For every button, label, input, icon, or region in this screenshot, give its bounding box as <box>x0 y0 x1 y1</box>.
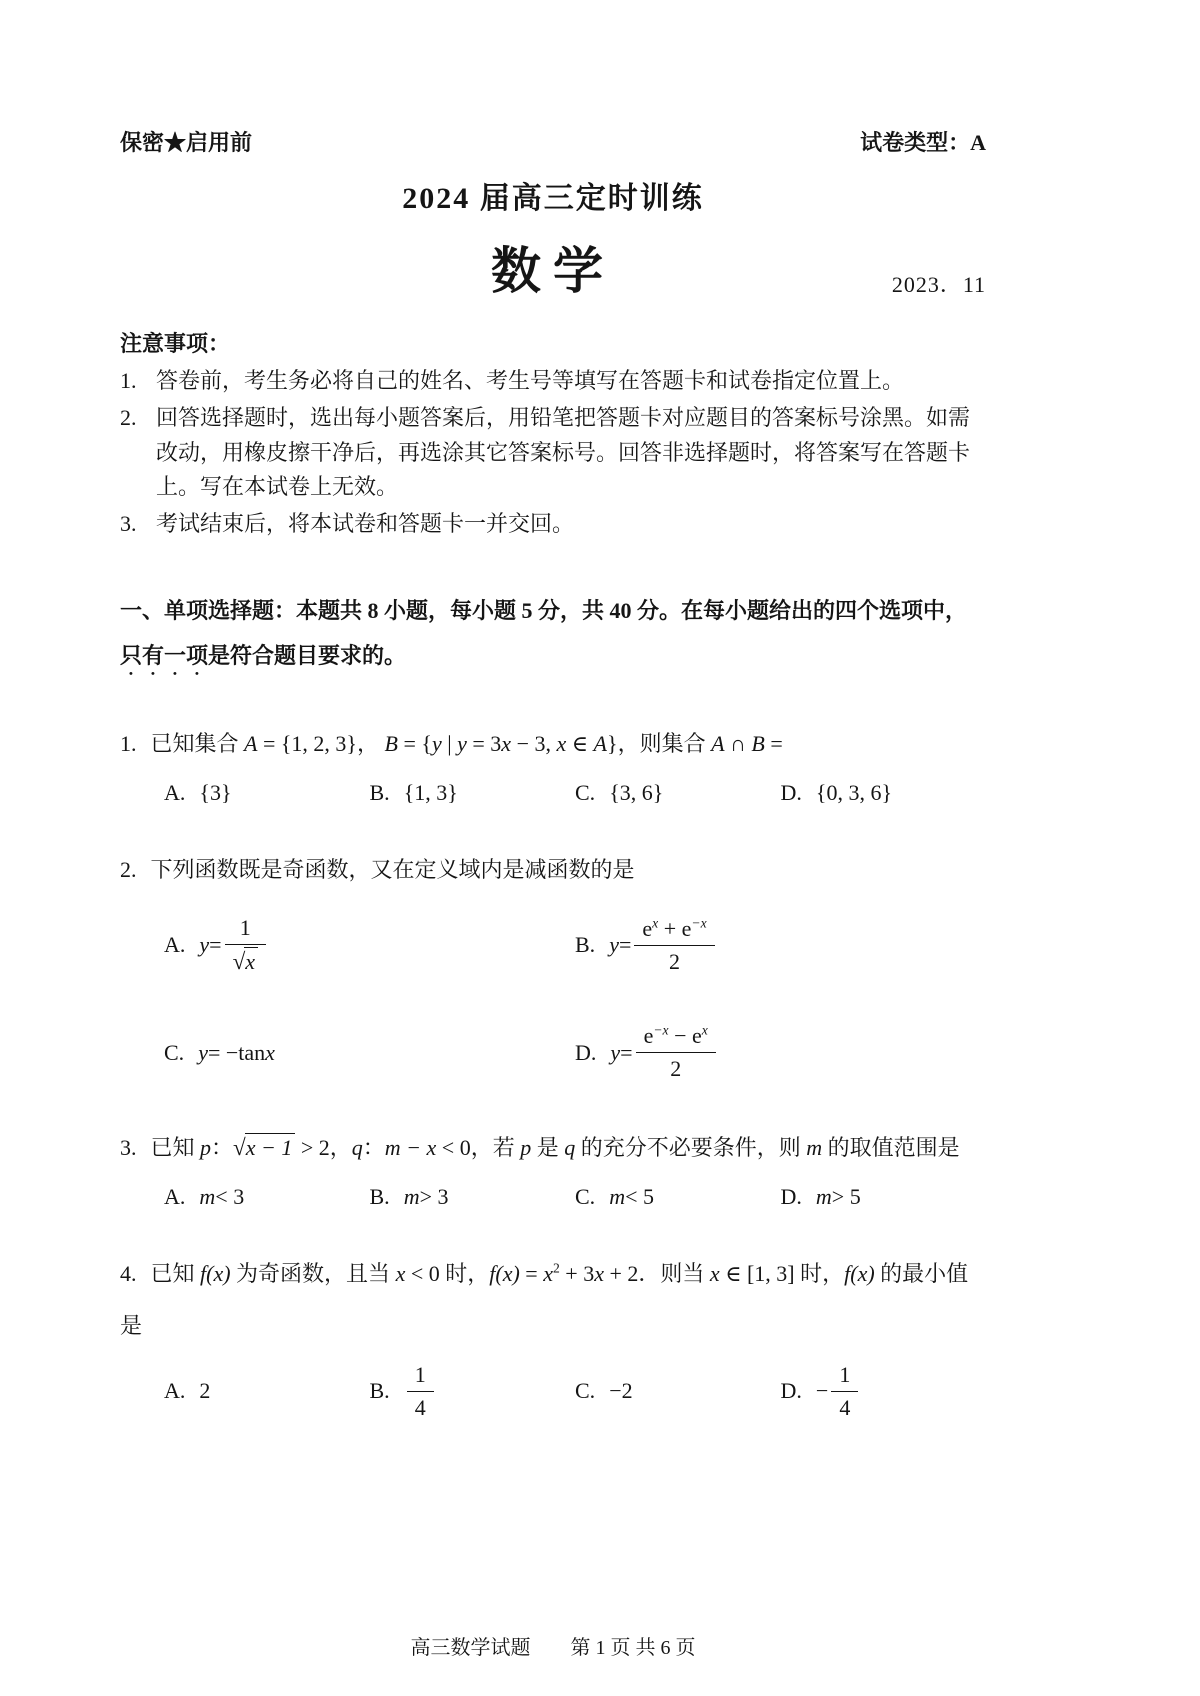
stem-text: 为奇函数，且当 <box>230 1261 396 1287</box>
math-var: m <box>806 1135 823 1161</box>
section-title-text: 是符合题目要求的。 <box>208 642 407 668</box>
stem-text: 则当 <box>660 1261 710 1287</box>
math-var: B <box>384 730 398 756</box>
option-b <box>370 1184 576 1210</box>
fraction-denominator: 4 <box>839 1394 851 1420</box>
math-expr: ∈ <box>566 730 594 756</box>
math-expr: = { <box>397 730 432 756</box>
fraction-denominator: 4 <box>414 1394 426 1420</box>
option-value: {3} <box>199 779 232 805</box>
section-one-title <box>120 588 986 680</box>
stem-text: 的充分不必要条件，则 <box>575 1135 807 1161</box>
question-number: 3. <box>120 1135 137 1161</box>
option-label: B. <box>369 1378 390 1404</box>
radicand: x <box>244 947 258 974</box>
option-label: D. <box>780 1184 802 1210</box>
option-label: C. <box>575 779 596 805</box>
option-d <box>781 780 987 806</box>
stem-text: 的取值范围是 <box>822 1135 960 1161</box>
option-label: B. <box>369 1184 390 1210</box>
option-value: > 3 <box>419 1184 449 1210</box>
title-row <box>120 231 986 305</box>
math-var: q <box>351 1135 363 1161</box>
option-c <box>575 1184 781 1210</box>
option-value: < 3 <box>215 1184 245 1210</box>
option-label: A. <box>164 779 186 805</box>
notice-item-1 <box>120 364 986 399</box>
math-var: q <box>564 1135 576 1161</box>
option-value: {0, 3, 6} <box>815 779 893 805</box>
exponent: x <box>652 915 659 931</box>
notice-item-number: 2. <box>120 404 137 430</box>
paper-type-label: 试卷类型：A <box>860 130 986 155</box>
question-1 <box>120 718 986 806</box>
stem-text: 已知 <box>150 1135 201 1161</box>
math-expr: + 3 <box>559 1261 595 1287</box>
stem-text: 是 <box>531 1135 565 1161</box>
subject-title: 数学 <box>491 243 615 299</box>
option-label: C. <box>164 1039 185 1065</box>
notice-item-number: 3. <box>120 511 137 536</box>
math-var: m <box>199 1184 216 1210</box>
math-func: f(x) <box>200 1261 231 1287</box>
option-value: > 5 <box>831 1184 861 1210</box>
math-operator: = <box>519 1261 544 1287</box>
math-operator: = <box>209 932 222 958</box>
math-var: x <box>543 1261 553 1287</box>
fraction-denominator <box>225 945 266 975</box>
option-d <box>575 1023 986 1082</box>
question-2-stem <box>120 844 986 896</box>
option-label: B. <box>575 932 596 958</box>
option-value: < 5 <box>625 1184 654 1210</box>
page-footer: 高三数学试题 第 1 页 共 6 页 <box>410 1637 696 1659</box>
math-expr: = <box>764 730 783 756</box>
math-var: p <box>520 1135 532 1161</box>
stem-text: 已知集合 <box>150 730 245 756</box>
math-var: x <box>709 1261 720 1287</box>
math-var: y <box>457 730 467 756</box>
option-c <box>575 780 781 806</box>
math-operator: = −tan <box>207 1039 266 1065</box>
exponent: −x <box>691 915 707 931</box>
exponent: 2 <box>552 1261 560 1277</box>
radical-sign: √ <box>232 948 246 975</box>
math-var: y <box>610 1039 621 1065</box>
math-expr: < 0 <box>405 1261 440 1287</box>
radical-sign: √ <box>233 1134 246 1161</box>
math-var: A <box>593 730 607 756</box>
option-label: D. <box>780 779 802 805</box>
math-var: x <box>501 730 512 756</box>
math-expr: m − x <box>384 1135 437 1161</box>
fraction <box>225 915 266 975</box>
page-header <box>120 126 986 157</box>
question-number: 1. <box>120 730 137 756</box>
option-a <box>164 1184 370 1210</box>
math-func: f(x) <box>489 1261 520 1287</box>
math-expr: ∩ <box>724 730 752 756</box>
math-var: m <box>403 1184 420 1210</box>
stem-text: ，则集合 <box>617 730 712 756</box>
question-1-options <box>120 780 986 806</box>
math-expr: < 0 <box>436 1135 471 1161</box>
notice-item-text: 答卷前，考生务必将自己的姓名、考生号等填写在答题卡和试卷指定位置上。 <box>156 368 905 393</box>
math-var: A <box>244 730 258 756</box>
math-expr: − e <box>668 1023 702 1049</box>
math-var: B <box>751 730 765 756</box>
stem-text: ： <box>211 1135 234 1161</box>
math-expr: e <box>642 915 653 941</box>
stem-text: ， <box>329 1135 352 1161</box>
stem-text: 下列函数既是奇函数，又在定义域内是减函数的是 <box>150 856 635 882</box>
secrecy-label: 保密★启用前 <box>120 130 253 155</box>
math-operator: = <box>618 932 632 958</box>
option-a <box>164 1378 370 1404</box>
fraction <box>407 1362 434 1421</box>
notice-item-text: 回答选择题时，选出每小题答案后，用铅笔把答题卡对应题目的答案标号涂黑。如需改动，用橡皮擦干净后，再选涂其它答案标号。回答非选择题时，将答案写在答题卡上。写在本试卷上无效。 <box>156 404 971 500</box>
section-title-emphasis: 只有一项 <box>120 642 209 668</box>
sqrt-expression <box>233 1135 295 1160</box>
math-var: p <box>200 1135 212 1161</box>
fraction-numerator <box>634 916 714 946</box>
option-d <box>781 1184 987 1210</box>
stem-text: ： <box>362 1135 385 1161</box>
option-label: D. <box>575 1039 597 1065</box>
math-expr: = 3 <box>466 730 502 756</box>
math-var: y <box>609 932 619 958</box>
option-a <box>164 780 370 806</box>
fraction <box>636 1023 716 1082</box>
question-1-stem <box>120 718 986 770</box>
notice-item-text: 考试结束后，将本试卷和答题卡一并交回。 <box>156 511 575 536</box>
stem-text: ， <box>357 730 385 756</box>
fraction-numerator <box>636 1023 716 1053</box>
math-func: f(x) <box>844 1261 875 1287</box>
fraction-numerator: 1 <box>225 915 266 945</box>
math-var: m <box>815 1184 832 1210</box>
stem-text: 的最小值是 <box>120 1261 969 1339</box>
question-4-options <box>120 1362 986 1421</box>
minus-sign: − <box>815 1378 829 1404</box>
option-label: A. <box>164 932 186 958</box>
question-2-options <box>120 915 986 1082</box>
math-var: x <box>556 730 567 756</box>
session-title: 2024 届高三定时训练 <box>402 182 704 215</box>
fraction-numerator: 1 <box>407 1362 434 1392</box>
question-4-stem <box>120 1248 986 1351</box>
option-value: {1, 3} <box>403 779 458 805</box>
question-number: 2. <box>120 856 137 882</box>
option-b <box>370 780 576 806</box>
question-3-options <box>120 1184 986 1210</box>
notice-item-number: 1. <box>120 368 137 393</box>
option-d <box>781 1362 987 1421</box>
option-c <box>164 1040 575 1066</box>
math-expr: = {1, 2, 3} <box>257 730 357 756</box>
math-var: y <box>431 730 442 756</box>
math-var: x <box>594 1261 604 1287</box>
section-title-text: 一、单项选择题：本题共 8 小题，每小题 5 分，共 40 分。在每小题给出的四个选项中， <box>120 597 968 623</box>
radicand: x − 1 <box>245 1133 296 1160</box>
notice-heading: 注意事项： <box>120 331 231 356</box>
math-var: x <box>395 1261 406 1287</box>
option-b <box>370 1362 576 1421</box>
notice-section <box>120 327 986 542</box>
fraction-denominator: 2 <box>670 1056 682 1082</box>
stem-text: 已知 <box>150 1261 201 1287</box>
math-var: m <box>609 1184 626 1210</box>
math-var: y <box>199 932 210 958</box>
math-expr: } <box>607 730 618 756</box>
math-var: A <box>711 730 725 756</box>
option-label: A. <box>164 1184 186 1210</box>
math-expr: + 2． <box>603 1261 661 1287</box>
question-4 <box>120 1248 986 1420</box>
math-var: x <box>265 1039 275 1065</box>
question-number: 4. <box>120 1261 137 1287</box>
fraction <box>831 1362 858 1421</box>
stem-text: 时， <box>794 1261 845 1287</box>
stem-text: ，若 <box>470 1135 521 1161</box>
question-3 <box>120 1120 986 1210</box>
math-operator: = <box>620 1039 633 1065</box>
option-label: C. <box>575 1184 596 1210</box>
question-3-stem <box>120 1120 986 1174</box>
math-expr: + e <box>658 915 692 941</box>
option-value: 2 <box>199 1378 211 1404</box>
stem-text: 时， <box>439 1261 490 1287</box>
math-var: y <box>198 1039 208 1065</box>
fraction-numerator: 1 <box>831 1362 858 1392</box>
option-a <box>164 915 575 975</box>
notice-item-2 <box>120 401 986 505</box>
option-b <box>575 916 986 975</box>
option-label: C. <box>575 1378 596 1404</box>
exam-date: 2023．11 <box>891 272 986 297</box>
math-expr: − 3, <box>511 730 557 756</box>
math-expr: ∈ [1, 3] <box>719 1261 795 1287</box>
fraction <box>634 916 714 975</box>
option-value: {3, 6} <box>609 779 664 805</box>
exponent: −x <box>653 1022 669 1038</box>
option-c <box>575 1378 781 1404</box>
fraction-denominator: 2 <box>669 948 680 974</box>
math-expr: > 2 <box>295 1135 330 1161</box>
option-value: −2 <box>609 1378 633 1404</box>
option-label: A. <box>164 1378 186 1404</box>
exponent: x <box>701 1022 708 1038</box>
math-expr: | <box>441 730 458 756</box>
notice-item-3 <box>120 507 986 542</box>
math-expr: e <box>643 1023 654 1049</box>
option-label: D. <box>780 1378 802 1404</box>
option-label: B. <box>369 779 390 805</box>
question-2 <box>120 844 986 1083</box>
